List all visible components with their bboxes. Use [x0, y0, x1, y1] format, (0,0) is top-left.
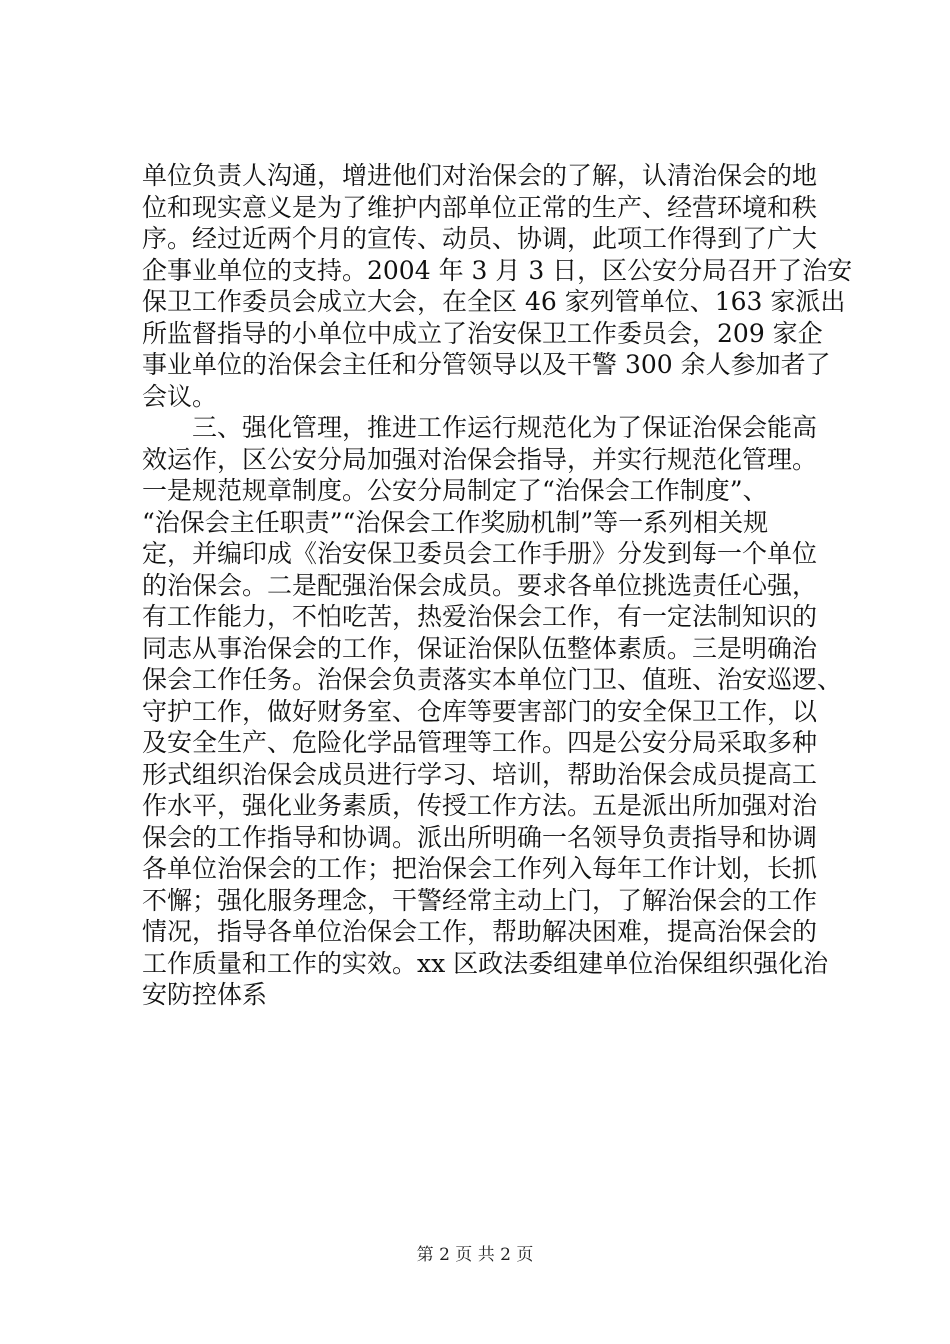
text-line: 效运作，区公安分局加强对治保会指导，并实行规范化管理。 — [142, 444, 818, 474]
text-line: 一是规范规章制度。公安分局制定了“治保会工作制度”、 — [142, 476, 768, 505]
text-line: 会议。 — [142, 381, 218, 411]
text-line: 定，并编印成《治安保卫委员会工作手册》分发到每一个单位 — [142, 539, 818, 568]
text-line: 保会的工作指导和协调。派出所明确一名领导负责指导和协调 — [142, 822, 818, 852]
text-line: 保会工作任务。治保会负责落实本单位门卫、值班、治安巡逻、 — [142, 665, 843, 694]
text-line: 同志从事治保会的工作，保证治保队伍整体素质。三是明确治 — [142, 633, 818, 663]
text-line: “治保会主任职责”“治保会工作奖励机制”等一系列相关规 — [142, 507, 769, 537]
text-line: 工作质量和工作的实效。xx 区政法委组建单位治保组织强化治 — [142, 948, 829, 978]
body-text — [142, 160, 853, 1011]
text-line: 情况，指导各单位治保会工作，帮助解决困难，提高治保会的 — [142, 917, 818, 946]
text-line: 守护工作，做好财务室、仓库等要害部门的安全保卫工作，以 — [142, 696, 818, 726]
text-line: 事业单位的治保会主任和分管领导以及干警 300 余人参加者了 — [142, 350, 831, 379]
text-line: 作水平，强化业务素质，传授工作方法。五是派出所加强对治 — [142, 791, 818, 820]
text-line: 及安全生产、危险化学品管理等工作。四是公安分局采取多种 — [142, 728, 818, 757]
page-number-footer: 第 2 页 共 2 页 — [416, 1245, 534, 1265]
text-line: 安防控体系 — [142, 980, 268, 1009]
text-line: 企事业单位的支持。2004 年 3 月 3 日，区公安分局召开了治安 — [142, 255, 853, 285]
text-line: 的治保会。二是配强治保会成员。要求各单位挑选责任心强， — [142, 570, 818, 600]
text-line: 三、强化管理，推进工作运行规范化为了保证治保会能高 — [142, 413, 818, 442]
text-line: 序。经过近两个月的宣传、动员、协调，此项工作得到了广大 — [142, 224, 818, 253]
text-line: 有工作能力，不怕吃苦，热爱治保会工作，有一定法制知识的 — [142, 602, 818, 631]
text-line: 单位负责人沟通，增进他们对治保会的了解，认清治保会的地 — [142, 161, 818, 190]
text-line: 不懈；强化服务理念，干警经常主动上门，了解治保会的工作 — [142, 885, 818, 915]
text-line: 各单位治保会的工作；把治保会工作列入每年工作计划，长抓 — [142, 854, 818, 883]
text-line: 位和现实意义是为了维护内部单位正常的生产、经营环境和秩 — [142, 192, 818, 222]
text-line: 所监督指导的小单位中成立了治安保卫工作委员会，209 家企 — [142, 318, 823, 348]
text-line: 保卫工作委员会成立大会，在全区 46 家列管单位、163 家派出 — [142, 287, 846, 316]
text-line: 形式组织治保会成员进行学习、培训，帮助治保会成员提高工 — [142, 759, 818, 789]
